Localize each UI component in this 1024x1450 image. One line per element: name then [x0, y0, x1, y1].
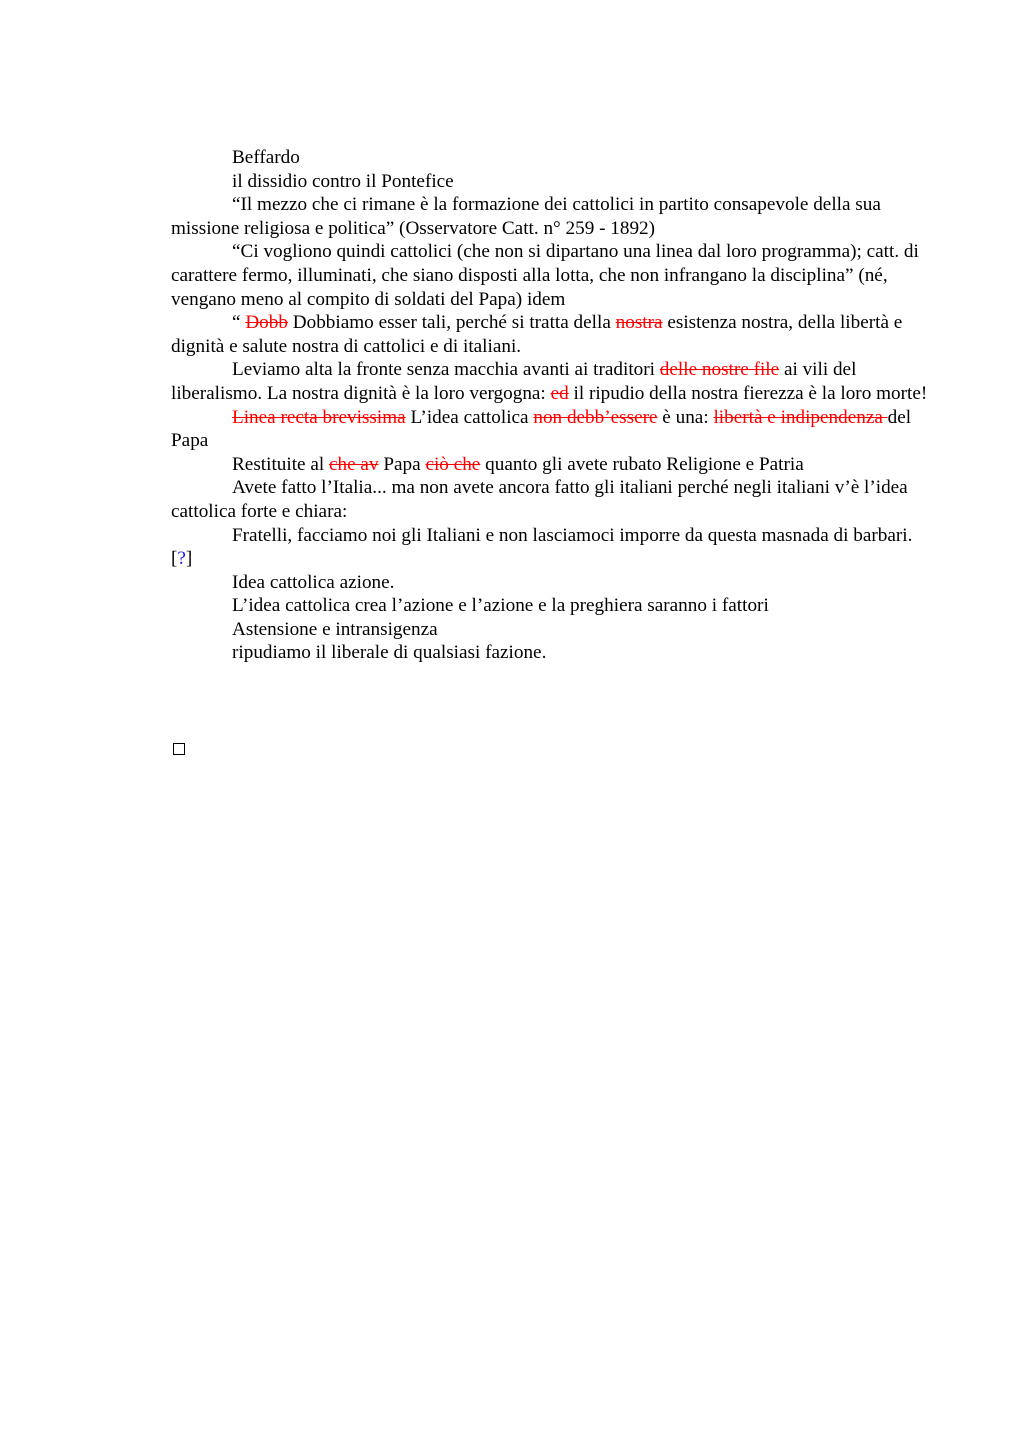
deleted-text: libertà e indipendenza: [713, 406, 888, 428]
text-segment: il ripudio della nostra fierezza è la loro morte!: [568, 382, 928, 404]
deleted-text: nostra: [615, 312, 663, 334]
deleted-text: Dobb: [245, 312, 288, 334]
paragraph: [171, 453, 931, 477]
paragraph: [171, 571, 931, 595]
deleted-text: non debb’essere: [533, 406, 658, 428]
text-segment: Restituite al: [232, 453, 329, 475]
text-segment: del Papa: [171, 406, 912, 452]
text-segment: ]: [185, 548, 193, 570]
text-segment: Fratelli, facciamo noi gli Italiani e non lasciamoci imporre da questa masnada di barbari. [: [171, 524, 913, 570]
paragraph: [171, 618, 931, 642]
text-segment: ai vili del liberalismo. La nostra dignità è la loro vergogna:: [171, 359, 857, 404]
deleted-text: ciò che: [425, 453, 481, 475]
text-segment: Dobbiamo esser tali, perché si tratta della: [287, 312, 616, 334]
empty-square-icon: [173, 743, 185, 755]
text-segment: Leviamo alta la fronte senza macchia avanti ai traditori: [232, 359, 660, 381]
paragraph: [171, 170, 931, 194]
paragraph: [171, 240, 931, 311]
text-segment: “Ci vogliono quindi cattolici (che non si dipartano una linea dal loro programma); catt. di carattere fermo, illuminati, che siano disposti alla lotta, che non infrangano la disciplina” (né, vengano meno al compito di soldati del Papa) idem: [171, 241, 919, 310]
paragraph: [171, 641, 931, 665]
text-segment: il dissidio contro il Pontefice: [232, 170, 454, 192]
text-segment: è una:: [657, 406, 714, 428]
text-segment: ripudiamo il liberale di qualsiasi fazione.: [232, 642, 547, 664]
paragraph: [171, 406, 931, 453]
paragraph: [171, 358, 931, 405]
text-segment: Avete fatto l’Italia... ma non avete ancora fatto gli italiani perché negli italiani v’è l’idea cattolica forte e chiara:: [171, 477, 908, 522]
text-segment: Idea cattolica azione.: [232, 571, 395, 593]
text-segment: esistenza nostra, della libertà e dignità e salute nostra di cattolici e di italiani.: [171, 312, 903, 357]
text-segment: Beffardo: [232, 147, 300, 168]
deleted-text: ed: [550, 382, 569, 404]
deleted-text: delle nostre file: [659, 359, 780, 381]
deleted-text: Linea recta brevissima: [232, 406, 406, 428]
text-segment: L’idea cattolica crea l’azione e l’azione e la preghiera saranno i fattori: [232, 595, 769, 617]
text-segment: “Il mezzo che ci rimane è la formazione dei cattolici in partito consapevole della sua missione religiosa e politica” (Osservatore Catt. n° 259 - 1892): [171, 194, 881, 239]
text-segment: “: [232, 312, 246, 334]
paragraph: [171, 311, 931, 358]
transcription-text: [171, 146, 931, 665]
uncertain-reading-mark: ?: [177, 548, 186, 570]
paragraph: [171, 146, 931, 170]
deleted-text: che av: [329, 453, 379, 475]
paragraph: [171, 476, 931, 523]
paragraph: [171, 524, 931, 571]
paragraph: [171, 193, 931, 240]
text-segment: Papa: [378, 453, 426, 475]
text-segment: L’idea cattolica: [405, 406, 534, 428]
text-segment: Astensione e intransigenza: [232, 618, 438, 640]
paragraph: [171, 594, 931, 618]
text-segment: quanto gli avete rubato Religione e Patria: [480, 453, 804, 475]
